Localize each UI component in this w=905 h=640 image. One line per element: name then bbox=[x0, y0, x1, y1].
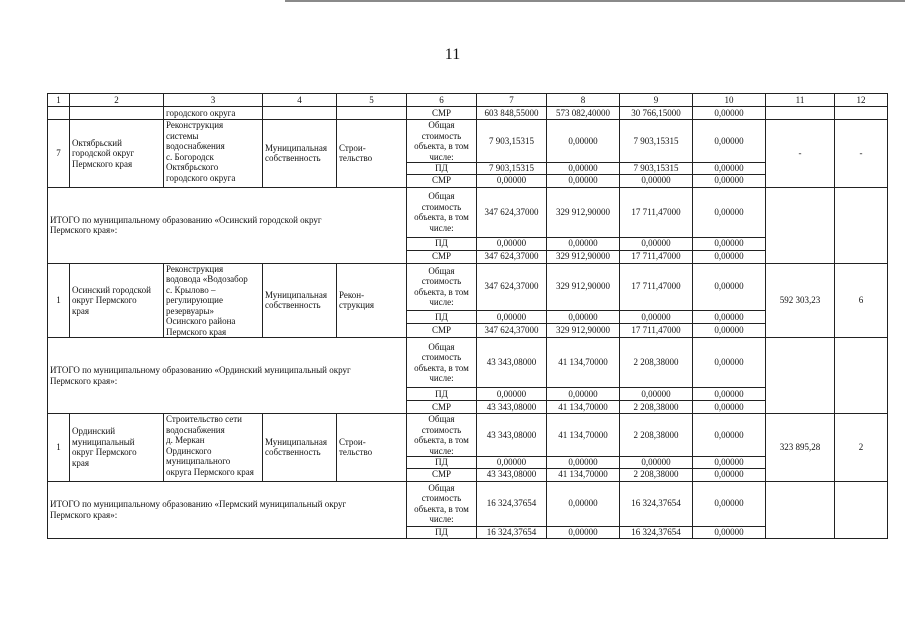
entry-row bbox=[48, 414, 888, 457]
ownership-cell: Муниципальная собственность bbox=[263, 120, 337, 188]
cost-kind-cell: Общая стоимость объекта, в том числе: bbox=[407, 120, 477, 163]
cost-kind-cell: ПД bbox=[407, 457, 477, 469]
cost-kind-cell: СМР bbox=[407, 468, 477, 481]
value-cell: 0,00000 bbox=[547, 388, 620, 401]
page-number: 11 bbox=[444, 46, 461, 63]
column-number: 8 bbox=[547, 94, 620, 107]
cost-kind-cell: СМР bbox=[407, 174, 477, 187]
value-cell: 0,00000 bbox=[693, 526, 766, 538]
column-number: 5 bbox=[337, 94, 407, 107]
cost-kind-cell: СМР bbox=[407, 323, 477, 337]
value-cell: 41 134,70000 bbox=[547, 414, 620, 457]
work-type-cell: Строи- тельство bbox=[337, 120, 407, 188]
municipality-cell: Октябрьский городской округ Пермского края bbox=[70, 120, 164, 188]
work-type-cell: Рекон- струкция bbox=[337, 263, 407, 338]
cost-kind-cell: СМР bbox=[407, 250, 477, 263]
value-cell: 7 903,15315 bbox=[620, 120, 693, 163]
value-cell: 0,00000 bbox=[620, 310, 693, 323]
cost-kind-cell: ПД bbox=[407, 237, 477, 250]
total-row bbox=[48, 187, 888, 237]
value-cell: 347 624,37000 bbox=[477, 263, 547, 310]
cost-kind-cell: ПД bbox=[407, 526, 477, 538]
total-label-cell: ИТОГО по муниципальному образованию «Ординский муниципальный округ Пермского края»: bbox=[48, 338, 407, 414]
value-cell: 329 912,90000 bbox=[547, 250, 620, 263]
total-label-cell: ИТОГО по муниципальному образованию «Осинский городской округ Пермского края»: bbox=[48, 187, 407, 263]
value-cell: 0,00000 bbox=[477, 237, 547, 250]
value-cell: 0,00000 bbox=[693, 174, 766, 187]
cost-kind-cell: Общая стоимость объекта, в том числе: bbox=[407, 263, 477, 310]
value-cell: 0,00000 bbox=[547, 481, 620, 526]
value-cell: 0,00000 bbox=[477, 174, 547, 187]
column-number: 6 bbox=[407, 94, 477, 107]
col12-cell: 2 bbox=[835, 414, 888, 482]
column-number: 9 bbox=[620, 94, 693, 107]
total-row bbox=[48, 481, 888, 526]
value-cell: 0,00000 bbox=[693, 323, 766, 337]
value-cell: 0,00000 bbox=[693, 401, 766, 414]
value-cell: 0,00000 bbox=[620, 457, 693, 469]
value-cell: 0,00000 bbox=[693, 457, 766, 469]
column-number: 2 bbox=[70, 94, 164, 107]
value-cell: 0,00000 bbox=[693, 388, 766, 401]
column-number: 3 bbox=[164, 94, 263, 107]
col11-cell: 323 895,28 bbox=[766, 414, 835, 482]
empty-cell bbox=[766, 187, 835, 263]
object-cell: Реконструкция водовода «Водозабор с. Крылово – регулирующие резервуары» Осинского района Пермского края bbox=[164, 263, 263, 338]
value-cell: 0,00000 bbox=[693, 338, 766, 388]
value-cell: 41 134,70000 bbox=[547, 401, 620, 414]
table-row bbox=[48, 107, 888, 120]
value-cell: 2 208,38000 bbox=[620, 468, 693, 481]
total-label-cell: ИТОГО по муниципальному образованию «Пермский муниципальный округ Пермского края»: bbox=[48, 481, 407, 538]
value-cell: 0,00000 bbox=[693, 310, 766, 323]
empty-cell bbox=[766, 481, 835, 538]
value-cell: 0,00000 bbox=[620, 237, 693, 250]
municipality-cell: Ординский муниципальный округ Пермского края bbox=[70, 414, 164, 482]
value-cell: 41 134,70000 bbox=[547, 468, 620, 481]
value-cell: 2 208,38000 bbox=[620, 414, 693, 457]
value-cell: 17 711,47000 bbox=[620, 187, 693, 237]
cost-kind-cell: СМР bbox=[407, 401, 477, 414]
value-cell: 7 903,15315 bbox=[477, 163, 547, 175]
value-cell: 0,00000 bbox=[693, 163, 766, 175]
value-cell: 17 711,47000 bbox=[620, 323, 693, 337]
value-cell: 603 848,55000 bbox=[477, 107, 547, 120]
value-cell: 0,00000 bbox=[693, 263, 766, 310]
value-cell: 16 324,37654 bbox=[477, 526, 547, 538]
value-cell: 41 134,70000 bbox=[547, 338, 620, 388]
value-cell: 2 208,38000 bbox=[620, 401, 693, 414]
value-cell: 0,00000 bbox=[547, 163, 620, 175]
row-number-cell: 1 bbox=[48, 414, 70, 482]
object-cell: Строительство сети водоснабжения д. Меркан Ординского муниципального округа Пермского края bbox=[164, 414, 263, 482]
cost-kind-cell: Общая стоимость объекта, в том числе: bbox=[407, 414, 477, 457]
value-cell: 30 766,15000 bbox=[620, 107, 693, 120]
value-cell: 0,00000 bbox=[693, 120, 766, 163]
column-number-row bbox=[48, 94, 888, 107]
value-cell: 0,00000 bbox=[693, 187, 766, 237]
column-number: 11 bbox=[766, 94, 835, 107]
value-cell: 0,00000 bbox=[693, 468, 766, 481]
entry-row bbox=[48, 120, 888, 163]
value-cell: 16 324,37654 bbox=[477, 481, 547, 526]
top-rule bbox=[285, 0, 905, 2]
value-cell: 43 343,08000 bbox=[477, 338, 547, 388]
value-cell: 329 912,90000 bbox=[547, 187, 620, 237]
empty-cell bbox=[835, 338, 888, 414]
cost-kind-cell: ПД bbox=[407, 310, 477, 323]
value-cell: 7 903,15315 bbox=[620, 163, 693, 175]
cost-kind-cell: ПД bbox=[407, 388, 477, 401]
value-cell: 0,00000 bbox=[620, 388, 693, 401]
value-cell: 0,00000 bbox=[693, 481, 766, 526]
cost-kind-cell: ПД bbox=[407, 163, 477, 175]
ownership-cell: Муниципальная собственность bbox=[263, 414, 337, 482]
value-cell: 0,00000 bbox=[547, 237, 620, 250]
value-cell: 0,00000 bbox=[693, 107, 766, 120]
value-cell: 0,00000 bbox=[620, 174, 693, 187]
value-cell: 43 343,08000 bbox=[477, 401, 547, 414]
value-cell: 16 324,37654 bbox=[620, 526, 693, 538]
col11-cell: - bbox=[766, 120, 835, 188]
cost-kind-cell: Общая стоимость объекта, в том числе: bbox=[407, 187, 477, 237]
municipality-cell: Осинский городской округ Пермского края bbox=[70, 263, 164, 338]
entry-row bbox=[48, 263, 888, 310]
investment-table bbox=[47, 93, 888, 539]
value-cell: 0,00000 bbox=[547, 457, 620, 469]
object-cell: Реконструкция системы водоснабжения с. Богородск Октябрьского городского округа bbox=[164, 120, 263, 188]
value-cell: 43 343,08000 bbox=[477, 468, 547, 481]
value-cell: 347 624,37000 bbox=[477, 323, 547, 337]
value-cell: 43 343,08000 bbox=[477, 414, 547, 457]
column-number: 10 bbox=[693, 94, 766, 107]
col11-cell: 592 303,23 bbox=[766, 263, 835, 338]
value-cell: 7 903,15315 bbox=[477, 120, 547, 163]
cost-kind-cell: Общая стоимость объекта, в том числе: bbox=[407, 338, 477, 388]
value-cell: 347 624,37000 bbox=[477, 187, 547, 237]
value-cell: 0,00000 bbox=[693, 250, 766, 263]
column-number: 4 bbox=[263, 94, 337, 107]
value-cell: 0,00000 bbox=[693, 414, 766, 457]
value-cell: 329 912,90000 bbox=[547, 323, 620, 337]
value-cell: 0,00000 bbox=[477, 310, 547, 323]
table-body bbox=[48, 94, 888, 539]
value-cell: 0,00000 bbox=[547, 526, 620, 538]
empty-cell bbox=[835, 481, 888, 538]
value-cell: 347 624,37000 bbox=[477, 250, 547, 263]
column-number: 12 bbox=[835, 94, 888, 107]
value-cell: 0,00000 bbox=[547, 310, 620, 323]
ownership-cell: Муниципальная собственность bbox=[263, 263, 337, 338]
col12-cell: 6 bbox=[835, 263, 888, 338]
empty-cell bbox=[766, 338, 835, 414]
value-cell: 0,00000 bbox=[693, 237, 766, 250]
row-number-cell: 7 bbox=[48, 120, 70, 188]
value-cell: 0,00000 bbox=[477, 388, 547, 401]
total-row bbox=[48, 338, 888, 388]
value-cell: 16 324,37654 bbox=[620, 481, 693, 526]
value-cell: 17 711,47000 bbox=[620, 263, 693, 310]
value-cell: 0,00000 bbox=[547, 120, 620, 163]
row-number-cell: 1 bbox=[48, 263, 70, 338]
work-type-cell: Строи- тельство bbox=[337, 414, 407, 482]
cost-kind-cell: СМР bbox=[407, 107, 477, 120]
value-cell: 0,00000 bbox=[477, 457, 547, 469]
value-cell: 329 912,90000 bbox=[547, 263, 620, 310]
empty-cell bbox=[835, 187, 888, 263]
col12-cell: - bbox=[835, 120, 888, 188]
value-cell: 17 711,47000 bbox=[620, 250, 693, 263]
column-number: 1 bbox=[48, 94, 70, 107]
column-number: 7 bbox=[477, 94, 547, 107]
cost-kind-cell: Общая стоимость объекта, в том числе: bbox=[407, 481, 477, 526]
value-cell: 573 082,40000 bbox=[547, 107, 620, 120]
value-cell: 0,00000 bbox=[547, 174, 620, 187]
value-cell: 2 208,38000 bbox=[620, 338, 693, 388]
object-cell: городского округа bbox=[164, 107, 263, 120]
